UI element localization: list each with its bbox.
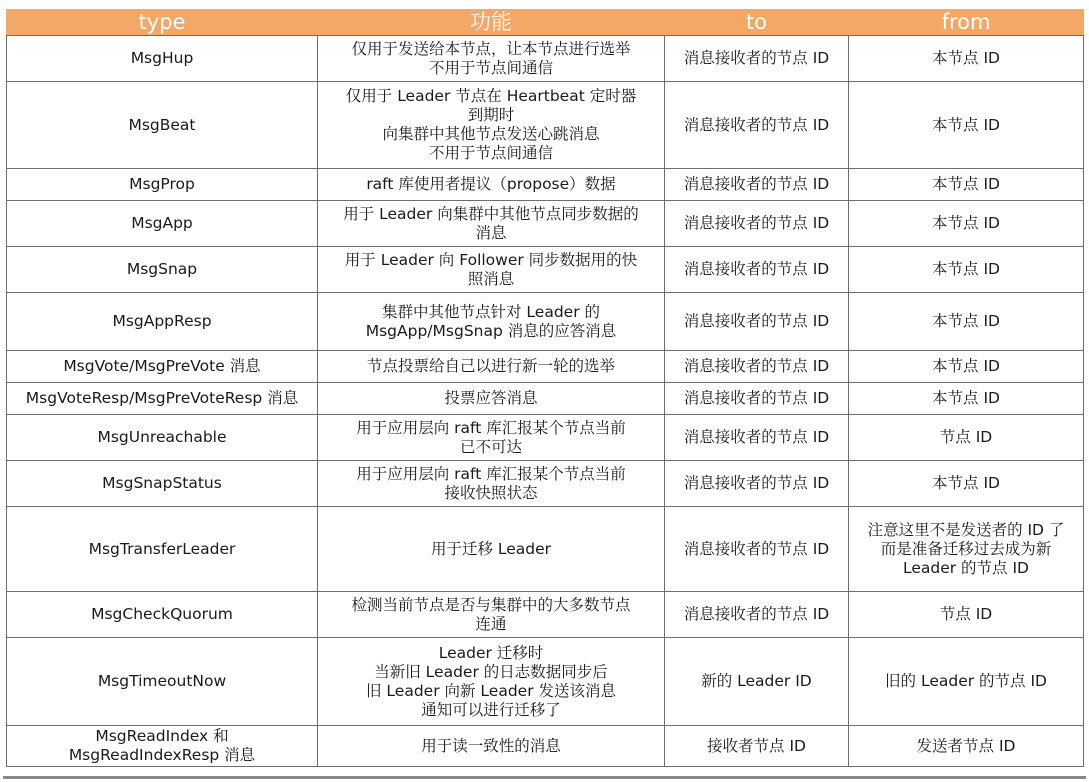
cell-from-line: 本节点 ID xyxy=(932,389,1000,407)
cell-function-line: 不用于节点间通信 xyxy=(428,58,553,77)
cell-type-line: MsgApp xyxy=(131,214,193,232)
cell-to-line: 消息接收者的节点 ID xyxy=(683,175,830,193)
cell-from xyxy=(849,201,1084,247)
cell-from-line: 注意这里不是发送者的 ID 了 xyxy=(867,520,1065,539)
cell-function xyxy=(318,507,665,592)
cell-function xyxy=(318,592,665,638)
cell-function xyxy=(318,169,665,201)
table-row xyxy=(7,247,1084,293)
cell-from-line: 本节点 ID xyxy=(932,115,1000,134)
table-row xyxy=(7,461,1084,507)
cell-type xyxy=(7,592,318,638)
cell-function xyxy=(318,82,665,169)
header-function: 功能 xyxy=(318,10,665,36)
cell-type xyxy=(7,415,318,461)
table-row xyxy=(7,726,1084,767)
cell-from-line: 本节点 ID xyxy=(932,49,1000,67)
cell-function-line: Leader 迁移时 xyxy=(438,643,544,662)
cell-type xyxy=(7,82,318,169)
cell-type-line: MsgBeat xyxy=(128,115,196,134)
cell-to-line: 消息接收者的节点 ID xyxy=(683,428,830,446)
cell-function-line: 用于读一致性的消息 xyxy=(421,736,561,755)
cell-function xyxy=(318,726,665,767)
cell-from-line: 本节点 ID xyxy=(932,312,1000,330)
table-shadow xyxy=(3,776,1086,779)
table-row xyxy=(7,351,1084,383)
cell-function-line: 用于迁移 Leader xyxy=(430,539,552,558)
cell-from xyxy=(849,507,1084,592)
cell-from xyxy=(849,293,1084,351)
cell-function-line: 接收快照状态 xyxy=(444,483,538,502)
cell-type xyxy=(7,247,318,293)
cell-to-line: 消息接收者的节点 ID xyxy=(683,312,830,330)
cell-function-line: 仅用于发送给本节点，让本节点进行选举 xyxy=(351,39,631,58)
cell-type-line: MsgProp xyxy=(129,175,195,193)
table-row xyxy=(7,507,1084,592)
cell-function-line: 集群中其他节点针对 Leader 的 xyxy=(382,302,600,321)
cell-from-line: 本节点 ID xyxy=(932,474,1000,492)
header-row xyxy=(7,10,1084,36)
cell-type-line: MsgTimeoutNow xyxy=(97,672,227,690)
cell-type-line: MsgSnapStatus xyxy=(102,474,222,492)
cell-from xyxy=(849,383,1084,415)
cell-from-line: 旧的 Leader 的节点 ID xyxy=(885,672,1047,690)
cell-function-line: 当新旧 Leader 的日志数据同步后 xyxy=(374,662,608,681)
cell-type-line: MsgUnreachable xyxy=(97,428,227,446)
table-row xyxy=(7,36,1084,82)
cell-type-line: MsgVoteResp/MsgPreVoteResp 消息 xyxy=(25,389,299,407)
cell-from xyxy=(849,247,1084,293)
cell-to-line: 消息接收者的节点 ID xyxy=(683,474,830,492)
cell-type xyxy=(7,507,318,592)
cell-from-line: 本节点 ID xyxy=(932,260,1000,278)
cell-function-line: 旧 Leader 向新 Leader 发送该消息 xyxy=(366,681,616,700)
cell-from xyxy=(849,592,1084,638)
cell-to-line: 消息接收者的节点 ID xyxy=(683,605,830,623)
table-row xyxy=(7,201,1084,247)
cell-to-line: 新的 Leader ID xyxy=(701,672,812,690)
cell-function xyxy=(318,351,665,383)
cell-from-line: Leader 的节点 ID xyxy=(902,558,1029,577)
cell-function xyxy=(318,461,665,507)
cell-to xyxy=(665,726,849,767)
cell-from xyxy=(849,461,1084,507)
table-row xyxy=(7,82,1084,169)
cell-to-line: 消息接收者的节点 ID xyxy=(683,260,830,278)
cell-to xyxy=(665,461,849,507)
cell-to xyxy=(665,507,849,592)
cell-from-line: 节点 ID xyxy=(939,605,993,623)
cell-to-line: 接收者节点 ID xyxy=(707,736,806,755)
cell-type xyxy=(7,461,318,507)
cell-from xyxy=(849,36,1084,82)
cell-from xyxy=(849,351,1084,383)
cell-type-line: MsgVote/MsgPreVote 消息 xyxy=(63,357,261,375)
cell-function-line: 到期时 xyxy=(467,106,515,124)
cell-type xyxy=(7,638,318,726)
cell-type-line: MsgAppResp xyxy=(112,312,212,330)
cell-function-line: 仅用于 Leader 节点在 Heartbeat 定时器 xyxy=(345,87,637,105)
cell-to-line: 消息接收者的节点 ID xyxy=(683,357,830,375)
cell-from xyxy=(849,726,1084,767)
cell-from-line: 节点 ID xyxy=(939,428,993,446)
cell-function-line: 照消息 xyxy=(467,269,515,288)
header-type: type xyxy=(7,10,318,36)
table-row xyxy=(7,293,1084,351)
cell-to xyxy=(665,169,849,201)
cell-function-line: 向集群中其他节点发送心跳消息 xyxy=(382,125,600,143)
cell-to xyxy=(665,592,849,638)
cell-from-line: 而是准备迁移过去成为新 xyxy=(880,539,1052,558)
message-types-table xyxy=(6,9,1084,767)
cell-to-line: 消息接收者的节点 ID xyxy=(683,49,830,67)
cell-from-line: 本节点 ID xyxy=(932,357,1000,375)
cell-function xyxy=(318,201,665,247)
cell-from xyxy=(849,638,1084,726)
cell-function-line: raft 库使用者提议（propose）数据 xyxy=(366,175,616,193)
cell-function xyxy=(318,638,665,726)
cell-type xyxy=(7,169,318,201)
cell-to xyxy=(665,415,849,461)
cell-from-line: 发送者节点 ID xyxy=(916,736,1016,755)
cell-type xyxy=(7,293,318,351)
cell-function xyxy=(318,415,665,461)
header-to: to xyxy=(665,10,849,36)
cell-type-line: MsgHup xyxy=(130,49,194,67)
cell-to xyxy=(665,293,849,351)
cell-function-line: 已不可达 xyxy=(459,437,522,456)
cell-function-line: 不用于节点间通信 xyxy=(428,144,553,162)
cell-function-line: 检测当前节点是否与集群中的大多数节点 xyxy=(351,595,631,614)
cell-from-line: 本节点 ID xyxy=(932,214,1000,232)
cell-function-line: 投票应答消息 xyxy=(444,389,538,407)
cell-to xyxy=(665,638,849,726)
cell-to-line: 消息接收者的节点 ID xyxy=(683,214,830,232)
cell-type-line: MsgSnap xyxy=(126,260,198,278)
cell-to-line: 消息接收者的节点 ID xyxy=(683,115,830,134)
table-row xyxy=(7,383,1084,415)
cell-function-line: 用于应用层向 raft 库汇报某个节点当前 xyxy=(356,464,626,483)
cell-type-line: MsgReadIndexResp 消息 xyxy=(68,746,256,764)
cell-function-line: 消息 xyxy=(475,223,507,242)
cell-type xyxy=(7,351,318,383)
cell-from-line: 本节点 ID xyxy=(932,175,1000,193)
cell-function-line: 用于应用层向 raft 库汇报某个节点当前 xyxy=(356,418,626,437)
table-row xyxy=(7,169,1084,201)
cell-to xyxy=(665,82,849,169)
cell-type-line: MsgCheckQuorum xyxy=(91,605,233,623)
cell-function-line: MsgApp/MsgSnap 消息的应答消息 xyxy=(365,321,617,340)
cell-type-line: MsgTransferLeader xyxy=(88,539,236,558)
cell-function xyxy=(318,247,665,293)
cell-from xyxy=(849,415,1084,461)
cell-type-line: MsgReadIndex 和 xyxy=(95,727,229,745)
cell-type xyxy=(7,36,318,82)
cell-to xyxy=(665,36,849,82)
cell-from xyxy=(849,169,1084,201)
cell-function-line: 连通 xyxy=(475,614,507,633)
cell-to xyxy=(665,351,849,383)
cell-from xyxy=(849,82,1084,169)
table-body xyxy=(7,36,1084,767)
header-from: from xyxy=(849,10,1084,36)
cell-function-line: 节点投票给自己以进行新一轮的选举 xyxy=(366,357,615,375)
cell-to-line: 消息接收者的节点 ID xyxy=(683,389,830,407)
cell-function-line: 用于 Leader 向 Follower 同步数据用的快 xyxy=(344,250,638,269)
table-row xyxy=(7,592,1084,638)
cell-to xyxy=(665,201,849,247)
table-row xyxy=(7,638,1084,726)
cell-to xyxy=(665,383,849,415)
cell-type xyxy=(7,201,318,247)
cell-function-line: 通知可以进行迁移了 xyxy=(421,700,561,719)
cell-function xyxy=(318,293,665,351)
cell-to-line: 消息接收者的节点 ID xyxy=(683,539,830,558)
cell-type xyxy=(7,726,318,767)
cell-function xyxy=(318,36,665,82)
cell-function xyxy=(318,383,665,415)
cell-function-line: 用于 Leader 向集群中其他节点同步数据的 xyxy=(343,204,639,223)
cell-to xyxy=(665,247,849,293)
cell-type xyxy=(7,383,318,415)
table-row xyxy=(7,415,1084,461)
